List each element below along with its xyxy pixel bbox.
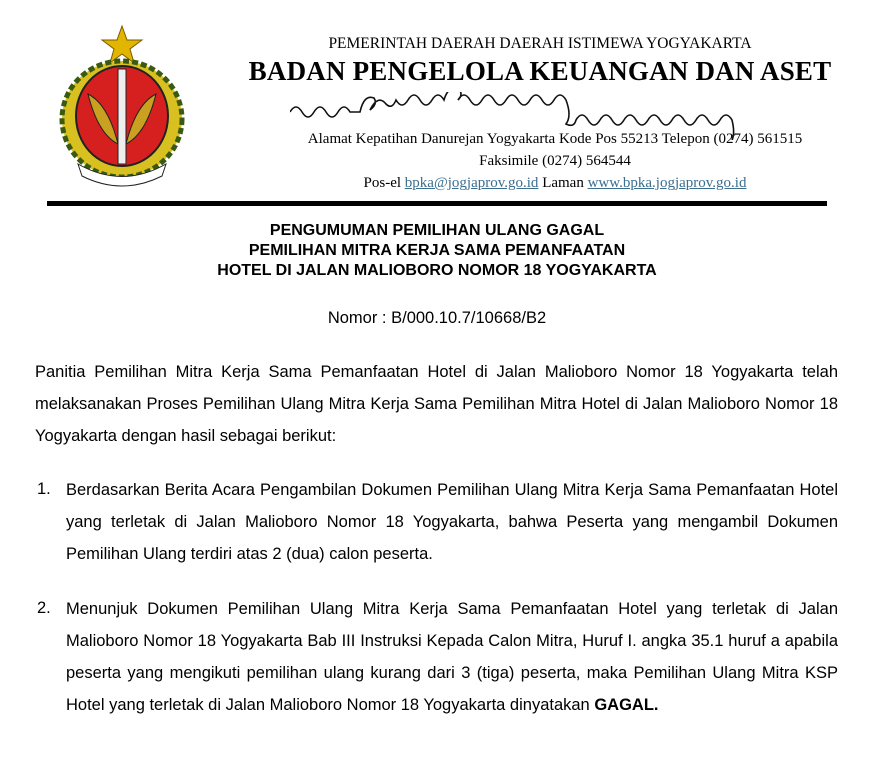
title-line-1: PENGUMUMAN PEMILIHAN ULANG GAGAL <box>269 222 605 239</box>
list-number-1: 1. <box>37 480 51 498</box>
header-divider <box>47 201 827 206</box>
government-name: PEMERINTAH DAERAH DAERAH ISTIMEWA YOGYAKARTA <box>328 35 752 52</box>
contact-line <box>205 175 886 192</box>
address: Alamat Kepatihan Danurejan Yogyakarta Kode Pos 55213 Telepon (0274) 561515 <box>307 131 803 147</box>
list-item-2 <box>66 593 838 721</box>
agency-name: BADAN PENGELOLA KEUANGAN DAN ASET <box>248 56 832 86</box>
title-line-3: HOTEL DI JALAN MALIOBORO NOMOR 18 YOGYAKARTA <box>217 262 657 279</box>
intro-paragraph: Panitia Pemilihan Mitra Kerja Sama Pemanfaatan Hotel di Jalan Malioboro Nomor 18 Yogyakarta telah melaksanakan Proses Pemilihan Ulang Mitra Kerja Sama Pemilihan Mitra Hotel di Jalan Malioboro Nomor 18 Yogyakarta dengan hasil sebagai berikut: <box>35 363 838 445</box>
fax: Faksimile (0274) 564544 <box>479 153 631 169</box>
list-item-2-text: Menunjuk Dokumen Pemilihan Ulang Mitra Kerja Sama Pemanfaatan Hotel yang terletak di Jalan Malioboro Nomor 18 Yogyakarta Bab III Instruksi Kepada Calon Mitra, Huruf I. angka 35.1 huruf a apabila peserta yang mengikuti pemilihan ulang kurang dari 3 (tiga) peserta, maka Pemilihan Ulang Mitra KSP Hotel yang terletak di Jalan Malioboro Nomor 18 Yogyakarta dinyatakan <box>66 600 838 714</box>
email-label: Pos-el <box>363 175 402 191</box>
document-number: Nomor : B/000.10.7/10668/B2 <box>327 309 547 327</box>
web-label: Laman <box>542 175 584 191</box>
list-number-2: 2. <box>37 599 51 617</box>
website-link[interactable]: www.bpka.jogjaprov.go.id <box>587 175 747 191</box>
email-link[interactable]: bpka@jogjaprov.go.id <box>404 175 539 191</box>
title-line-2: PEMILIHAN MITRA KERJA SAMA PEMANFAATAN <box>248 242 626 259</box>
list-item-1: Berdasarkan Berita Acara Pengambilan Dokumen Pemilihan Ulang Mitra Kerja Sama Pemanfaatan Hotel yang terletak di Jalan Malioboro Nomor 18 Yogyakarta, bahwa Peserta yang mengambil Dokumen Pemilihan Ulang terdiri atas 2 (dua) calon peserta. <box>66 481 838 563</box>
yogyakarta-coat-of-arms-logo <box>58 24 186 188</box>
result-status: GAGAL. <box>594 696 659 714</box>
